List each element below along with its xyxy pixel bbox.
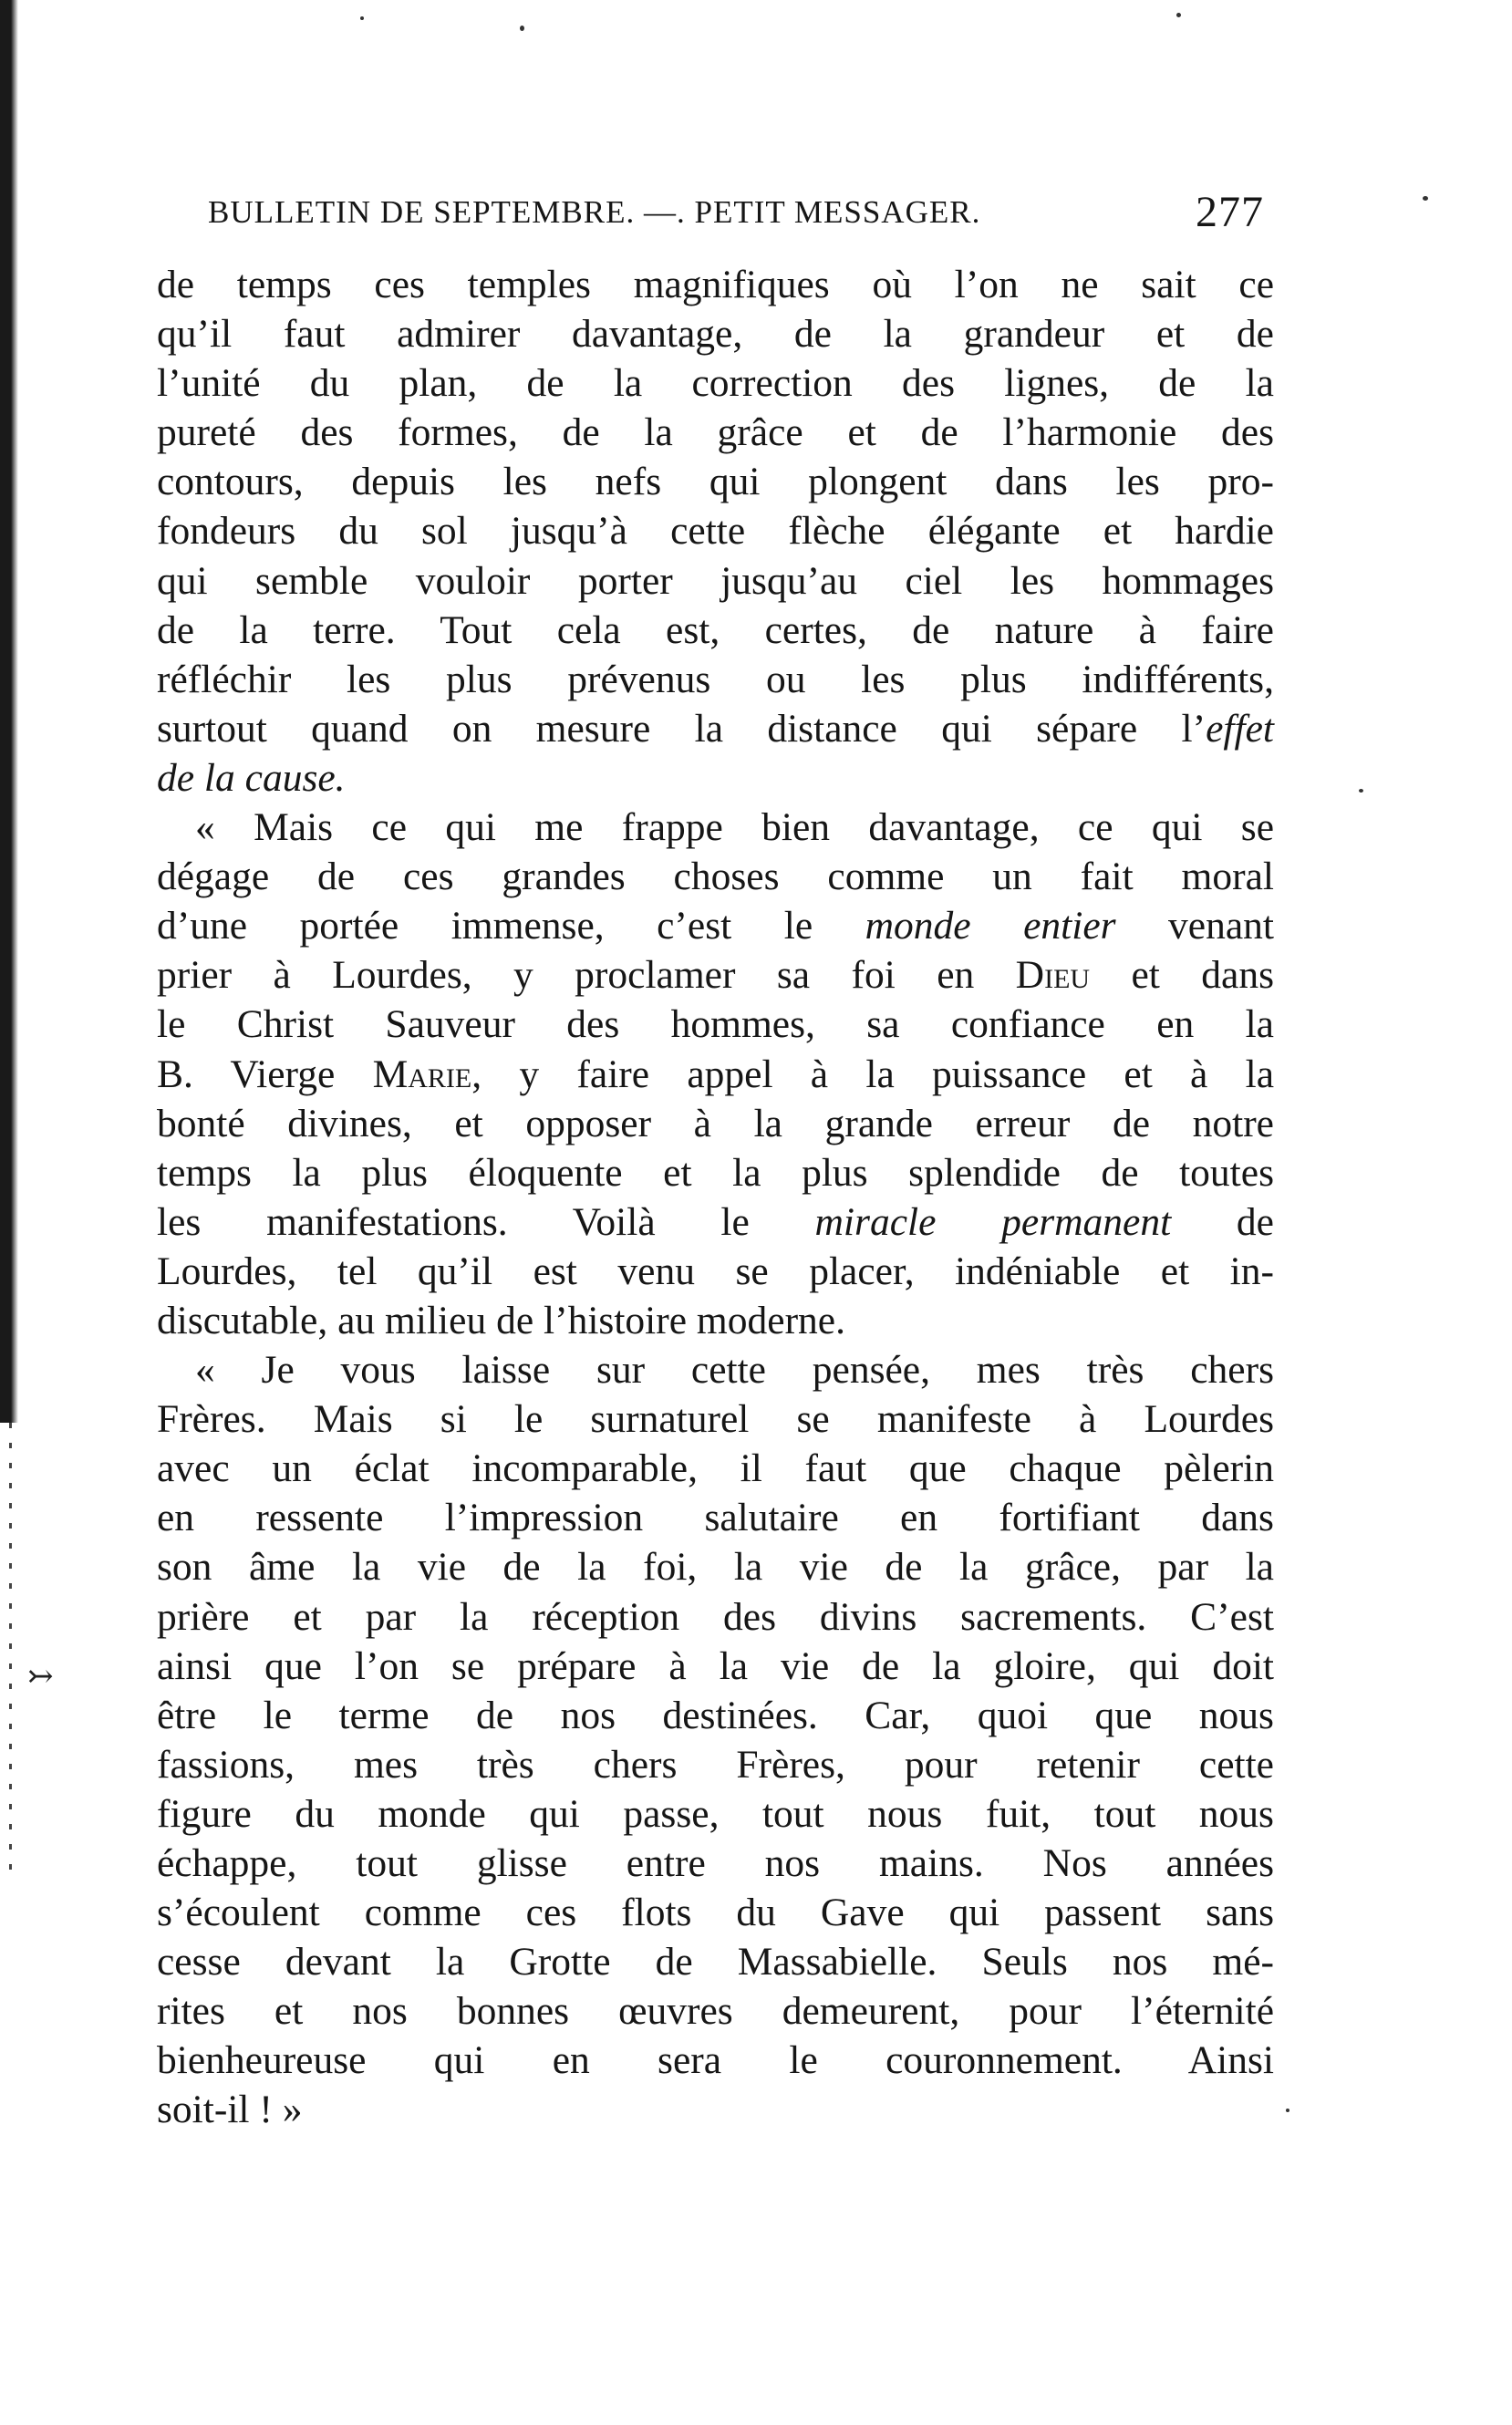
text-line <box>157 1444 1274 1493</box>
text-run: surtout quand on mesure la distance qui sépare l’ <box>157 706 1206 751</box>
text-run: , y faire appel à la puissance et à la <box>471 1052 1274 1096</box>
text-run: rites et nos bonnes œuvres demeurent, pour l’éternité <box>157 1989 1274 2034</box>
text-line <box>157 408 1274 457</box>
text-run: discutable, au milieu de l’histoire moderne. <box>157 1298 845 1342</box>
text-line <box>157 1296 1274 1345</box>
italic-text: de la cause. <box>157 755 346 800</box>
text-run: Frères. Mais si le surnaturel se manifeste à Lourdes <box>157 1397 1274 1442</box>
small-caps-text: Marie <box>372 1052 472 1096</box>
text-line <box>157 606 1274 655</box>
text-run: qu’il faut admirer davantage, de la grandeur et de <box>157 312 1274 357</box>
text-run: qui semble vouloir porter jusqu’au ciel les hommages <box>157 558 1274 603</box>
text-line <box>157 901 1274 950</box>
text-run: d’une portée immense, c’est le <box>157 904 865 948</box>
running-header <box>208 187 1264 242</box>
paragraph <box>157 260 1274 803</box>
text-run: fassions, mes très chers Frères, pour retenir cette <box>157 1742 1274 1787</box>
text-line <box>157 1099 1274 1148</box>
small-caps-text: Dieu <box>1015 953 1091 998</box>
text-line <box>157 2036 1274 2085</box>
print-speck <box>1286 2109 1289 2112</box>
body-text <box>157 260 1274 2135</box>
print-speck <box>1176 13 1181 17</box>
text-line <box>157 1050 1274 1099</box>
text-run: les manifestations. Voilà le <box>157 1199 815 1244</box>
text-line <box>157 1493 1274 1542</box>
italic-text: miracle permanent <box>814 1199 1172 1244</box>
text-run: cesse devant la Grotte de Massabielle. Seuls nos mé- <box>157 1940 1274 1985</box>
paragraph <box>157 803 1274 1345</box>
text-run: prière et par la réception des divins sacrements. C’est <box>157 1594 1274 1639</box>
text-line <box>157 309 1274 358</box>
text-line <box>157 358 1274 408</box>
text-line <box>157 1542 1274 1591</box>
text-line <box>157 1839 1274 1888</box>
text-run: son âme la vie de la foi, la vie de la grâce, par la <box>157 1545 1274 1590</box>
text-run: échappe, tout glisse entre nos mains. Nos années <box>157 1841 1274 1885</box>
text-run: pureté des formes, de la grâce et de l’harmonie des <box>157 410 1274 455</box>
text-run: dégage de ces grandes choses comme un fait moral <box>157 855 1274 899</box>
text-line <box>157 506 1274 555</box>
text-run: ainsi que l’on se prépare à la vie de la gloire, qui doit <box>157 1643 1274 1688</box>
text-line <box>157 1986 1274 2036</box>
text-run: réfléchir les plus prévenus ou les plus indifférents, <box>157 657 1274 701</box>
text-run: l’unité du plan, de la correction des lignes, de la <box>157 361 1274 406</box>
text-line <box>157 1789 1274 1839</box>
print-speck <box>1359 789 1363 793</box>
text-run: prier à Lourdes, y proclamer sa foi en <box>157 953 1016 998</box>
text-run: fondeurs du sol jusqu’à cette flèche élégante et hardie <box>157 509 1274 554</box>
text-run: « Mais ce qui me frappe bien davantage, ce qui se <box>195 805 1274 850</box>
page-binding-edge-lower <box>9 1423 12 1879</box>
text-run: contours, depuis les nefs qui plongent dans les pro- <box>157 460 1274 504</box>
text-line <box>157 1888 1274 1937</box>
text-run: le Christ Sauveur des hommes, sa confiance en la <box>157 1002 1274 1047</box>
text-run: avec un éclat incomparable, il faut que chaque pèlerin <box>157 1446 1274 1491</box>
text-run: de temps ces temples magnifiques où l’on ne sait ce <box>157 263 1274 306</box>
page-number: 277 <box>1196 188 1264 236</box>
text-run: temps la plus éloquente et la plus splendide de toutes <box>157 1150 1274 1195</box>
text-line <box>157 1345 1274 1394</box>
text-line <box>157 1000 1274 1049</box>
print-speck <box>360 16 364 20</box>
text-line <box>157 1197 1274 1247</box>
text-line <box>157 556 1274 606</box>
text-line <box>157 1691 1274 1740</box>
text-run: bonté divines, et opposer à la grande erreur de notre <box>157 1101 1274 1145</box>
italic-text: effet <box>1206 706 1274 751</box>
text-run: B. Vierge <box>157 1052 373 1096</box>
text-line <box>157 2085 1274 2134</box>
print-speck <box>1423 196 1428 201</box>
text-line <box>157 1740 1274 1789</box>
text-line <box>157 753 1274 803</box>
text-line <box>157 260 1274 309</box>
text-run: bienheureuse qui en sera le couronnement. Ainsi <box>157 2038 1274 2083</box>
running-title: BULLETIN DE SEPTEMBRE. —. PETIT MESSAGER. <box>208 194 981 230</box>
text-run: soit-il ! » <box>157 2088 303 2132</box>
page-binding-edge <box>0 0 18 1423</box>
text-run: de <box>1171 1199 1274 1244</box>
margin-mark: ↣ <box>27 1660 54 1694</box>
text-line <box>157 1247 1274 1296</box>
text-line <box>157 655 1274 704</box>
text-run: et dans <box>1090 953 1274 998</box>
text-line <box>157 704 1274 753</box>
text-line <box>157 803 1274 852</box>
paragraph <box>157 1345 1274 2135</box>
text-line <box>157 950 1274 1000</box>
italic-text: monde entier <box>865 904 1116 948</box>
text-line <box>157 852 1274 901</box>
text-run: être le terme de nos destinées. Car, quoi que nous <box>157 1693 1274 1737</box>
text-run: en ressente l’impression salutaire en fortifiant dans <box>157 1496 1274 1540</box>
text-line <box>157 1592 1274 1642</box>
text-run: de la terre. Tout cela est, certes, de nature à faire <box>157 607 1274 652</box>
text-line <box>157 1937 1274 1986</box>
text-run: venant <box>1115 904 1275 948</box>
text-run: « Je vous laisse sur cette pensée, mes très chers <box>195 1348 1274 1393</box>
text-line <box>157 1148 1274 1197</box>
text-line <box>157 457 1274 506</box>
text-line <box>157 1394 1274 1444</box>
text-run: s’écoulent comme ces flots du Gave qui passent sans <box>157 1891 1274 1935</box>
text-line <box>157 1642 1274 1691</box>
text-run: Lourdes, tel qu’il est venu se placer, indéniable et in- <box>157 1249 1274 1293</box>
text-run: figure du monde qui passe, tout nous fuit, tout nous <box>157 1791 1274 1836</box>
print-speck <box>520 26 524 31</box>
